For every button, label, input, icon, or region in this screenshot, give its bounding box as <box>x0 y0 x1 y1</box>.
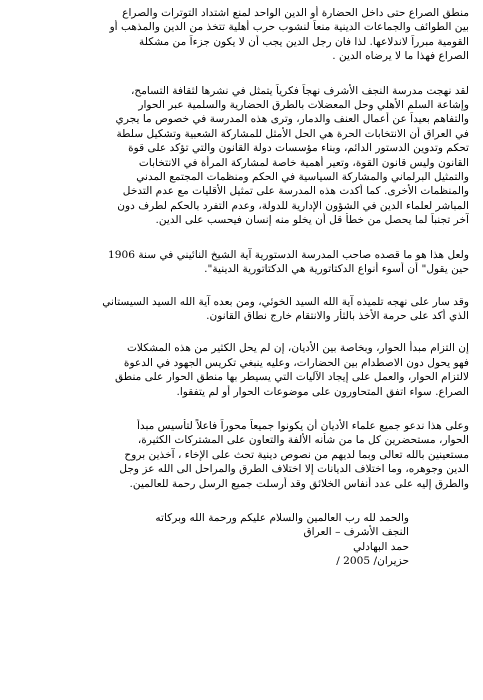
text-line: حين يقول" أن أسوء أنواع الدكتاتورية هي الدكتاتورية الدينية". <box>204 263 469 276</box>
paragraph-3 <box>8 248 469 277</box>
paragraph-1 <box>8 6 469 64</box>
text-line: الصراع. سواء اتفق المتحاورون على موضوعات الحوار أو لم يتفقوا. <box>176 385 469 398</box>
text-line: الذي أكد على حرمة الأخذ بالثأر والانتقام خارج نطاق القانون. <box>206 309 469 322</box>
text-line: المباشر لعلماء الدين في الشؤون الإدارية للدولة، وعدم التفرد بالحكم لطرف دون <box>117 199 469 212</box>
text-line: وإشاعة السلم الأهلي وحل المعضلات بالطرق الحضارية والسلمية عبر الحوار <box>138 99 469 112</box>
text-line: القانون وليس قانون القوة، وتعير أهمية خاصة لمشاركة المرأة في الانتخابات <box>138 156 469 169</box>
text-line: منطق الصراع حتى داخل الحضارة أو الدين الواحد لمنع اشتداد التوترات والصراع <box>122 7 469 19</box>
closing-name: حمد البهادلي <box>353 540 409 553</box>
text-line: والمنظمات الأخرى. كما أكدت هذه المدرسة على تمثيل الأقليات مع عدم التدخل <box>122 185 469 198</box>
text-line: والطرق إليه على عدد أنفاس الخلائق وقد أرسلت جميع الرسل رحمة للعالمين. <box>129 477 469 490</box>
signature-block <box>8 511 469 569</box>
text-line: الحوار، مستحضرين كل ما من شأنه الألفة والتعاون على المشتركات الكثيرة، <box>137 434 469 447</box>
text-line: ولعل هذا هو ما قصده صاحب المدرسة الدستورية آية الشيخ النائيني في سنة 1906 <box>107 248 469 261</box>
paragraph-2 <box>8 84 469 228</box>
text-line: آخر تجنباً لما يحصل من خطأ قل أن يخلو منه إنسان فيحسب على الدين. <box>155 214 469 227</box>
text-line: فهو يحول دون الاصطدام بين الحضارات، وعليه ينبغي تكريس الجهود في الدعوة <box>123 356 469 369</box>
text-line: مستعينين بالله تعالى وبما لديهم من نصوص دينية تحث على الإخاء ، آخذين بروح <box>124 448 469 461</box>
text-line: القومية مبرراً لاندلاعها. لذا فان رجل الدين يجب أن لا يكون جزءاً من مشكلة <box>139 35 469 48</box>
text-line: الصراع فهذا ما لا يرضاه الدين . <box>332 50 469 63</box>
text-line: وقد سار على نهجه تلميذه آية الله السيد الخوئي، ومن بعده آية الله السيد السيستاني <box>102 295 469 308</box>
text-line: والتمثيل البرلماني والمشاركة السياسية في الحكم ومنظمات المجتمع المدني <box>136 171 469 184</box>
paragraph-4 <box>8 295 469 324</box>
text-line: في العراق أن الانتخابات الحرة هي الحل الأمثل للمشاركة الشعبية وتشكيل سلطة <box>116 127 469 140</box>
closing-date: / حزيران/ 2005 <box>336 555 409 568</box>
closing-date-line <box>8 554 409 568</box>
text-line: والتفاهم بعيداً عن أعمال العنف والدمار، وترى هذه المدرسة في خصوص ما يجري <box>115 113 469 126</box>
paragraph-5 <box>8 341 469 399</box>
closing-place: النجف الأشرف – العراق <box>303 526 409 539</box>
text-line: لالتزام الحوار، والعمل على إيجاد الآليات التي يسيطر بها منطق الحوار على منطق <box>114 371 469 384</box>
paragraph-6 <box>8 419 469 491</box>
text-line: إن التزام مبدأ الحوار، وبخاصة بين الأديان، إن لم يحل الكثير من هذه المشكلات <box>126 342 469 355</box>
text-line: الدين وجوهره، وما اختلاف الديانات إلا اختلاف الطرق والمراحل الى الله عز وجل <box>119 463 469 476</box>
text-line: تحكم وتدوين الدستور الدائم، وبناء مؤسسات دولة القانون والتي تؤكد على قوة <box>128 142 469 155</box>
text-line: وعلى هذا ندعو جميع علماء الأديان أن يكونوا جميعاً محوراً فاعلاً لتأسيس مبدأ <box>136 419 469 432</box>
text-line: بين الطوائف والجماعات الدينية منعاً لنشوب حرب أهلية تتخذ من الدين والمذهب أو <box>109 21 469 34</box>
text-line: لقد نهجت مدرسة النجف الأشرف نهجاً فكرياً يتمثل في نشرها لثقافة التسامح، <box>130 84 469 97</box>
closing-greeting: والحمد لله رب العالمين والسلام عليكم ورحمة الله وبركاته <box>155 511 409 524</box>
